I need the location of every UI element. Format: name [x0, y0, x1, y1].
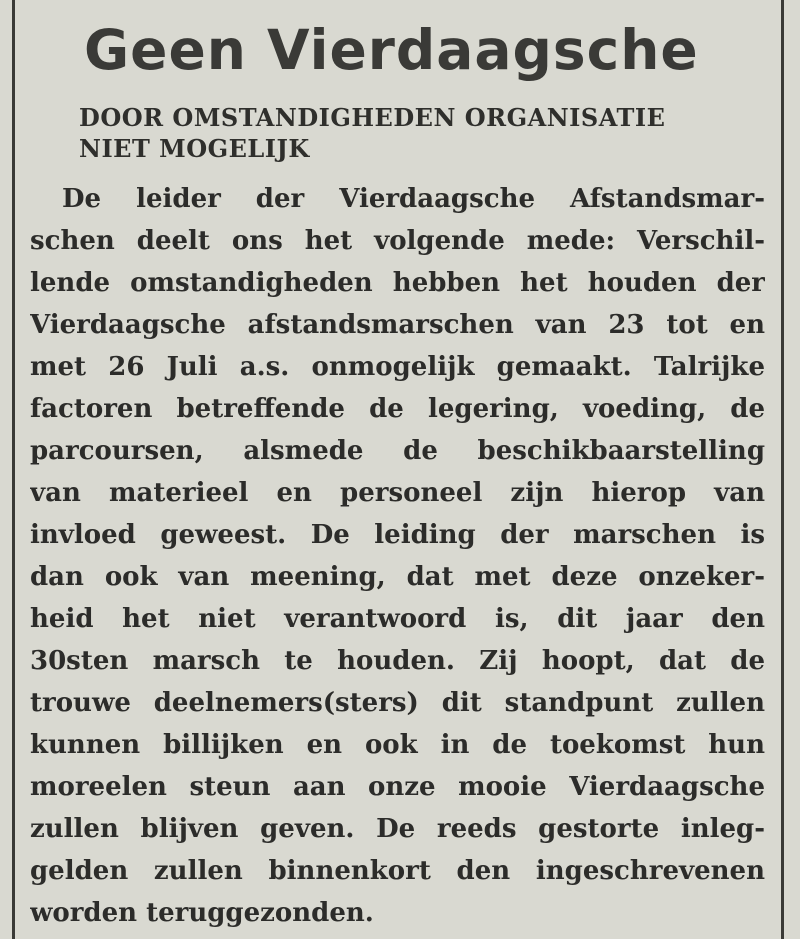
body-line: dan ook van meening, dat met deze onzeker- — [30, 562, 765, 592]
body-line: van materieel en personeel zijn hierop van — [30, 478, 765, 508]
body-line: met 26 Juli a.s. onmogelijk gemaakt. Talrijke — [30, 352, 765, 382]
body-line: trouwe deelnemers(sters) dit standpunt zullen — [30, 688, 765, 718]
body-line: heid het niet verantwoord is, dit jaar den — [30, 604, 765, 634]
body-line: gelden zullen binnenkort den ingeschrevenen — [30, 856, 765, 886]
body-line: zullen blijven geven. De reeds gestorte inleg- — [30, 814, 765, 844]
body-line: lende omstandigheden hebben het houden der — [30, 268, 765, 298]
body-line: 30sten marsch te houden. Zij hoopt, dat de — [30, 646, 765, 676]
body-line: Vierdaagsche afstandsmarschen van 23 tot en — [30, 310, 765, 340]
body-line: moreelen steun aan onze mooie Vierdaagsche — [30, 772, 765, 802]
body-line: schen deelt ons het volgende mede: Verschil- — [30, 226, 765, 256]
column-rule-right — [781, 0, 784, 939]
body-line: De leider der Vierdaagsche Afstandsmar- — [62, 184, 765, 214]
body-line: invloed geweest. De leiding der marschen is — [30, 520, 765, 550]
body-line: worden teruggezonden. — [30, 898, 374, 928]
subheading — [79, 102, 769, 164]
headline: Geen Vierdaagsche — [84, 18, 699, 82]
subheading-line: NIET MOGELIJK — [79, 134, 310, 163]
body-line: kunnen billijken en ook in de toekomst hun — [30, 730, 765, 760]
body-line: parcoursen, alsmede de beschikbaarstelling — [30, 436, 765, 466]
column-rule-left — [12, 0, 15, 939]
body-line: factoren betreffende de legering, voeding, de — [30, 394, 765, 424]
subheading-line: DOOR OMSTANDIGHEDEN ORGANISATIE — [79, 103, 666, 132]
